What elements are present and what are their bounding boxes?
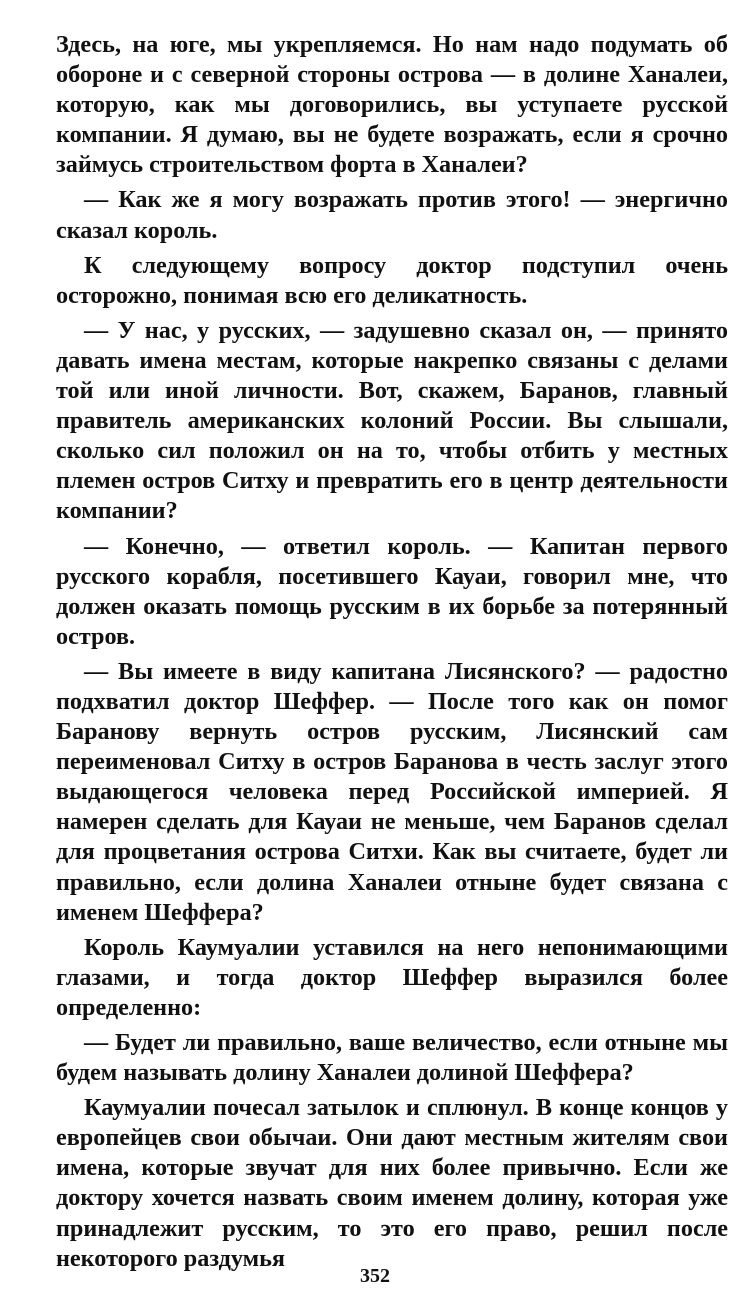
paragraph-1: Здесь, на юге, мы укрепляемся. Но нам надо подумать об обороне и с северной стороны острова — в долине Ханалеи, которую, как мы договорились, вы уступаете русской компании. Я думаю, вы не будете возражать, если я срочно займусь строительством форта в Ханалеи? — [56, 31, 728, 179]
paragraph-6: — Вы имеете в виду капитана Лисянского? — радостно подхватил доктор Шеффер. — После того как он помог Баранову вернуть остров русским, Лисянский сам переименовал Ситху в остров Баранова в честь заслуг этого выдающегося человека перед Российской империей. Я намерен сделать для Кауаи не меньше, чем Баранов сделал для процветания острова Ситхи. Как вы считаете, будет ли правильно, если долина Ханалеи отныне будет связана с именем Шеффера? — [56, 657, 728, 926]
paragraph-9: Каумуалии почесал затылок и сплюнул. В конце концов у европейцев свои обычаи. Они дают местным жителям свои имена, которые звучат для них более привычно. Если же доктору хочется назвать своим именем долину, которая уже принадлежит русским, то это его право, решил после некоторого раздумья — [56, 1094, 728, 1272]
paragraph-5: — Конечно, — ответил король. — Капитан первого русского корабля, посетившего Кауаи, говорил мне, что должен оказать помощь русским в их борьбе за потерянный остров. — [56, 532, 728, 650]
paragraph-3: К следующему вопросу доктор подступил очень осторожно, понимая всю его деликатность. — [56, 251, 728, 309]
page-number: 352 — [360, 1265, 390, 1287]
paragraph-7: Король Каумуалии уставился на него непонимающими глазами, и тогда доктор Шеффер выразился более определенно: — [56, 933, 728, 1021]
paragraph-8: — Будет ли правильно, ваше величество, если отныне мы будем называть долину Ханалеи долиной Шеффера? — [56, 1029, 728, 1087]
paragraph-2: — Как же я могу возражать против этого! — энергично сказал король. — [56, 186, 728, 244]
paragraph-4: — У нас, у русских, — задушевно сказал он, — принято давать имена местам, которые накрепко связаны с делами той или иной личности. Вот, скажем, Баранов, главный правитель американских колоний России. Вы слышали, сколько сил положил он на то, чтобы отбить у местных племен остров Ситху и превратить его в центр деятельности компании? — [56, 316, 728, 525]
page-body — [56, 30, 728, 1279]
